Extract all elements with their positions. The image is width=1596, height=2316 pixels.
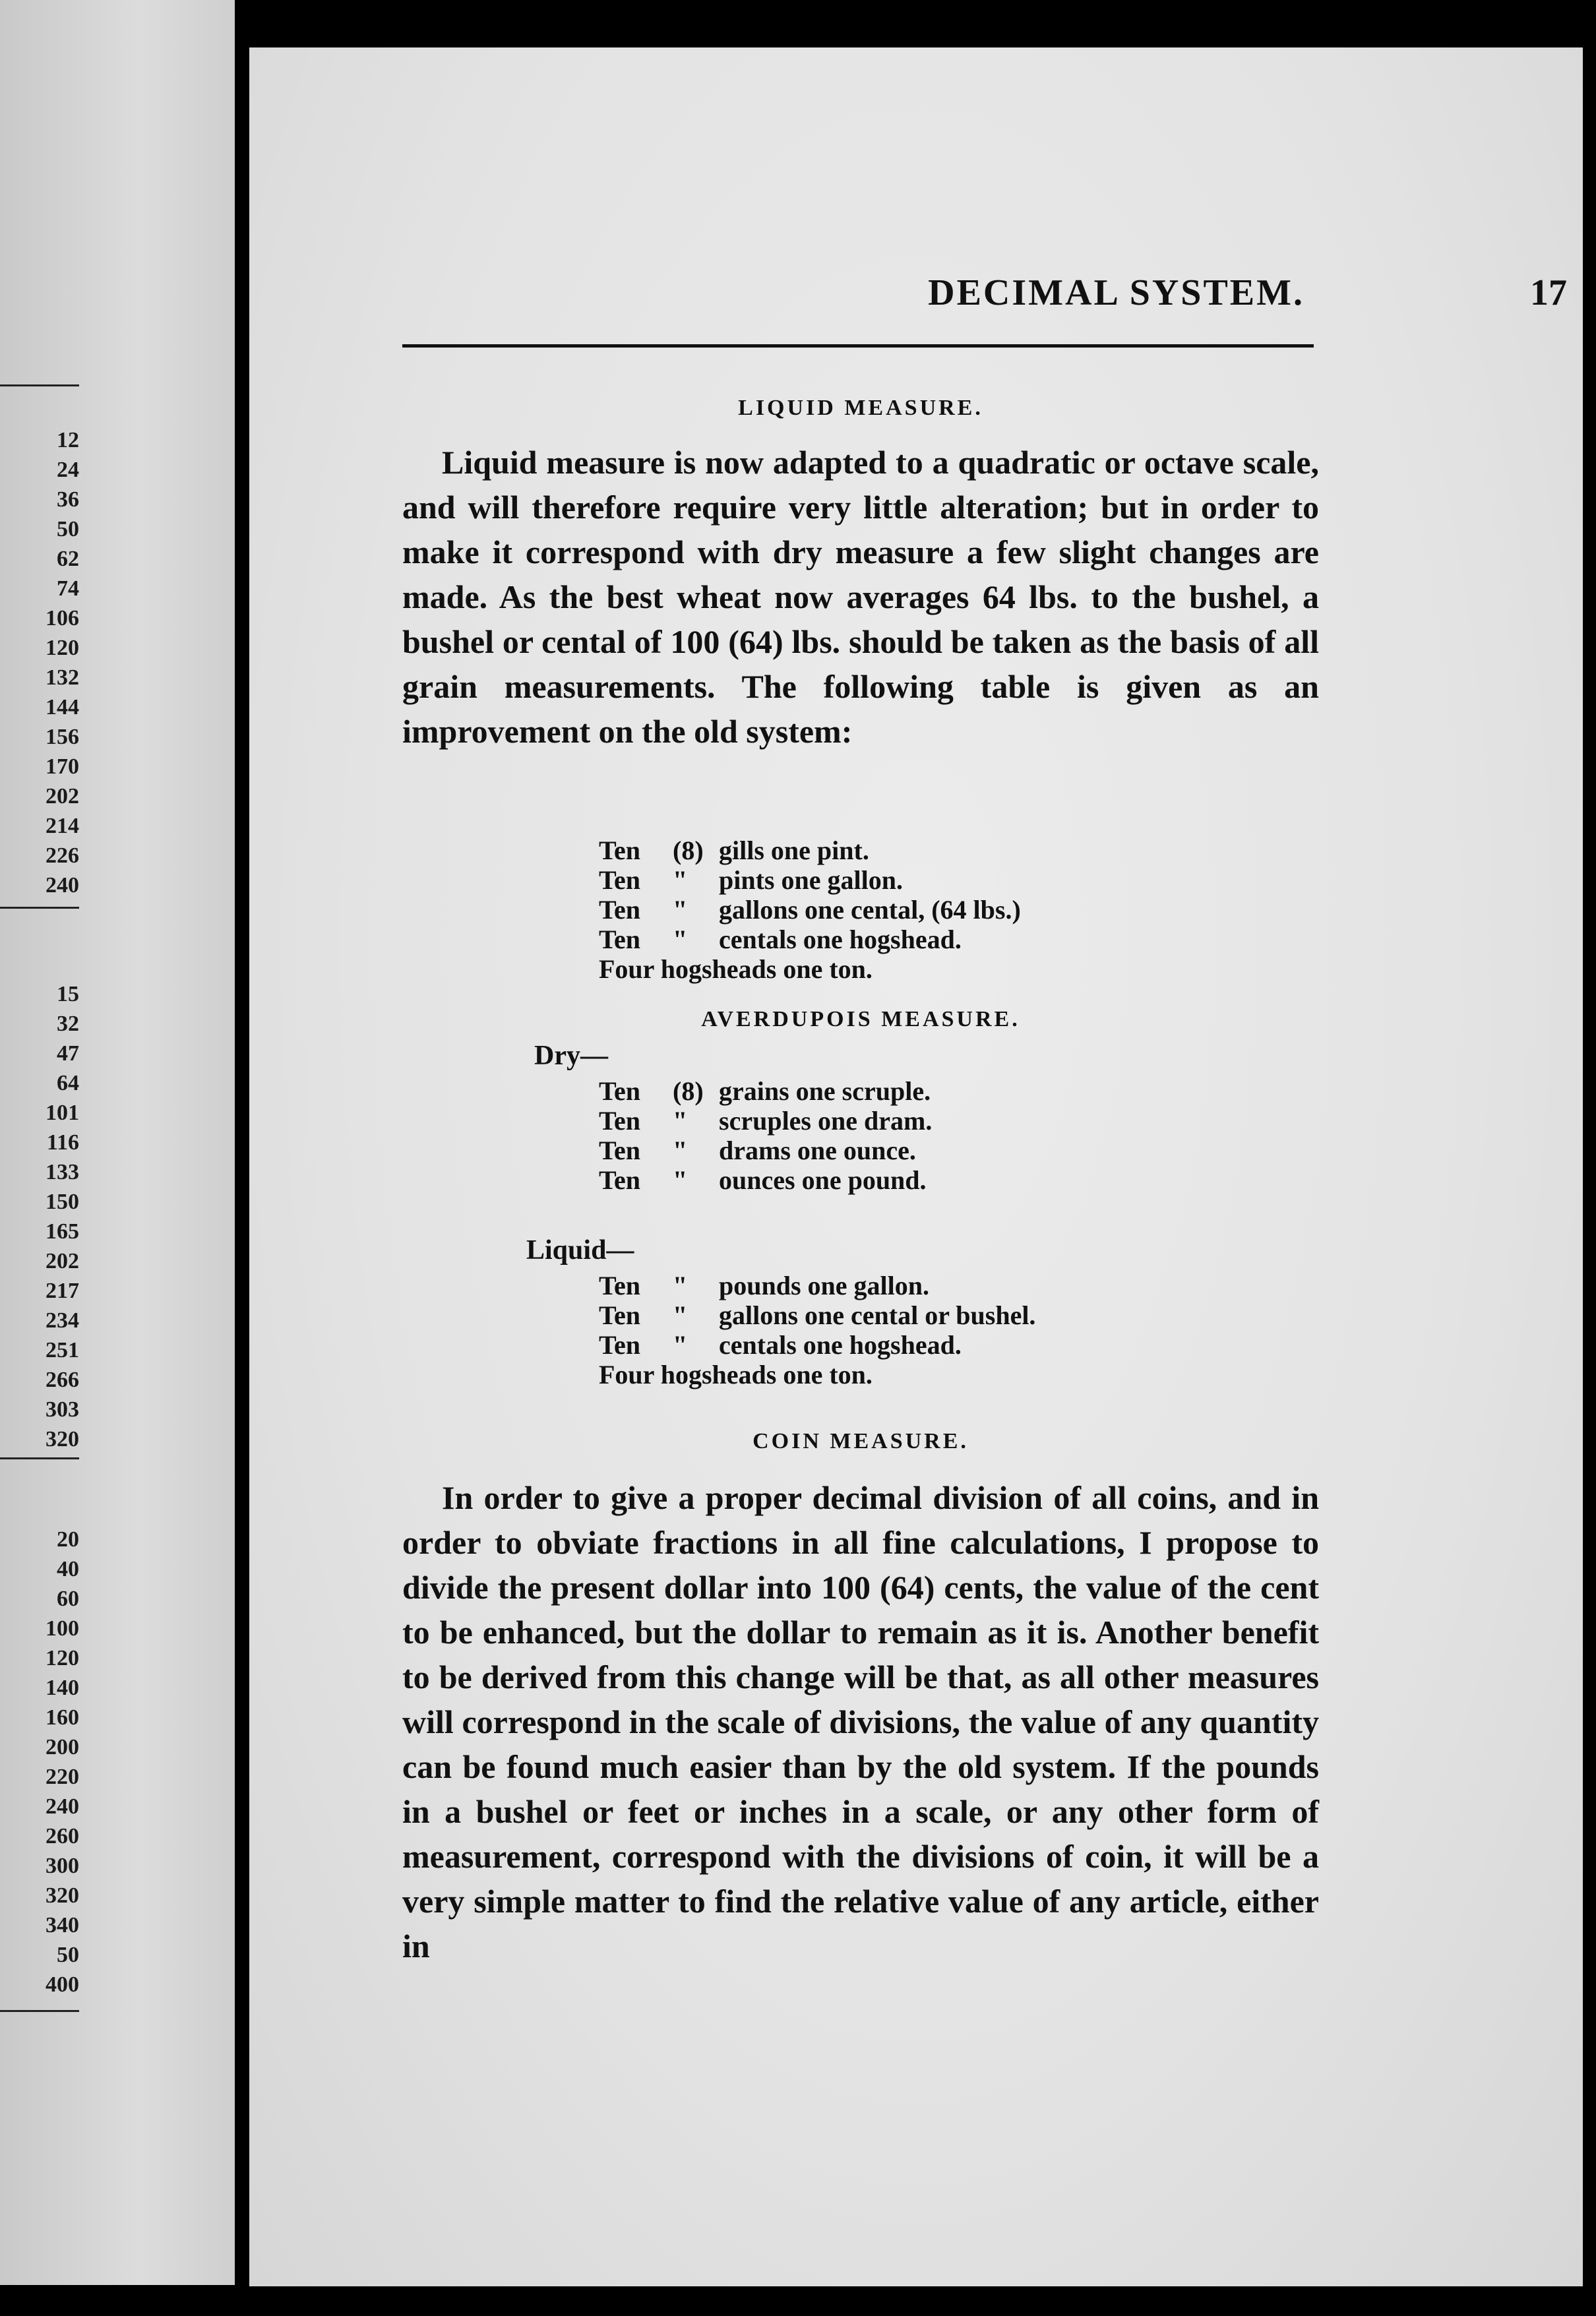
- table-cell-rest: drams one ounce.: [719, 1136, 916, 1165]
- number-column-group-1: [0, 425, 79, 900]
- liquid-averdupois-table: [599, 1271, 1035, 1360]
- left-number: 156: [46, 725, 79, 749]
- coin-measure-paragraph: [402, 1475, 1319, 1968]
- table-row: Four hogsheads one ton.: [599, 1360, 873, 1389]
- left-number: 234: [46, 1308, 79, 1333]
- liquid-last-row: [599, 954, 873, 984]
- table-cell-mark: ": [673, 1300, 688, 1330]
- left-number: 226: [46, 843, 79, 868]
- table-cell-rest: pints one gallon.: [719, 865, 903, 895]
- table-cell-ten: Ten: [599, 1076, 641, 1106]
- left-number: 266: [46, 1368, 79, 1392]
- table-cell-ten: Ten: [599, 1106, 641, 1136]
- left-number: 74: [57, 576, 79, 601]
- table-cell-ten: Ten: [599, 1136, 641, 1165]
- table-cell-ten: Ten: [599, 865, 641, 895]
- table-cell-rest: scruples one dram.: [719, 1106, 933, 1136]
- table-cell-rest: ounces one pound.: [719, 1165, 927, 1195]
- dry-measure-table: [599, 1076, 932, 1195]
- left-number: 300: [46, 1854, 79, 1878]
- left-number: 400: [46, 1972, 79, 1997]
- left-number: 202: [46, 1249, 79, 1273]
- book-page: [249, 47, 1583, 2286]
- table-cell-mark: ": [673, 1106, 688, 1136]
- table-cell-rest: grains one scruple.: [719, 1076, 931, 1106]
- left-number: 50: [57, 517, 79, 541]
- left-number: 106: [46, 606, 79, 630]
- left-number: 202: [46, 784, 79, 808]
- table-cell-mark: ": [673, 1165, 688, 1195]
- left-number: 36: [57, 487, 79, 512]
- left-number: 32: [57, 1012, 79, 1036]
- table-cell-ten: Ten: [599, 895, 641, 925]
- number-column-group-3: [0, 1525, 79, 1999]
- left-top-rule: [0, 384, 79, 386]
- left-number: 101: [46, 1101, 79, 1125]
- left-number: 50: [57, 1943, 79, 1967]
- left-rule-2: [0, 1457, 79, 1459]
- left-number: 20: [57, 1527, 79, 1552]
- left-number: 150: [46, 1190, 79, 1214]
- liquid-measure-heading: LIQUID MEASURE.: [738, 396, 983, 420]
- previous-page-strip: [0, 0, 235, 2285]
- table-row: [599, 1076, 932, 1106]
- table-cell-rest: centals one hogshead.: [719, 925, 962, 954]
- left-number: 220: [46, 1765, 79, 1789]
- left-number: 120: [46, 636, 79, 660]
- table-cell-mark: ": [673, 1330, 688, 1360]
- coin-measure-text: In order to give a proper decimal division of all coins, and in order to obviate fractions in all fine calculations, I propose to divide the present dollar into 100 (64) cents, the value of the cent to be enhanced, but the dollar to remain as it is. Another benefit to be derived from this change will be that, as all other measures will correspond in the scale of divisions, the value of any quantity can be found much easier than by the old system. If the pounds in a bushel or feet or inches in a scale, or any other form of measurement, correspond with the divisions of coin, it will be a very simple matter to find the relative value of any article, either in: [402, 1479, 1319, 1965]
- coin-measure-heading: COIN MEASURE.: [752, 1429, 969, 1453]
- left-number: 120: [46, 1646, 79, 1670]
- left-number: 62: [57, 547, 79, 571]
- table-row: [599, 1271, 1035, 1300]
- table-row: [599, 1330, 1035, 1360]
- table-cell-ten: Ten: [599, 925, 641, 954]
- running-header: [401, 272, 1568, 324]
- header-rule: [402, 344, 1314, 348]
- left-number: 64: [57, 1071, 79, 1095]
- table-cell-mark: (8): [673, 836, 704, 865]
- table-cell-mark: ": [673, 1271, 688, 1300]
- table-cell-ten: Ten: [599, 1165, 641, 1195]
- left-number: 303: [46, 1397, 79, 1422]
- bottom-edge: [249, 2286, 1596, 2316]
- left-number: 217: [46, 1279, 79, 1303]
- left-number: 320: [46, 1883, 79, 1908]
- left-number: 251: [46, 1338, 79, 1362]
- table-cell-ten: Ten: [599, 836, 641, 865]
- averdupois-measure-heading: AVERDUPOIS MEASURE.: [701, 1007, 1020, 1031]
- table-row: [599, 836, 1021, 865]
- left-number: 40: [57, 1557, 79, 1581]
- left-rule-3: [0, 2010, 79, 2012]
- table-row: [599, 895, 1021, 925]
- left-number: 240: [46, 1794, 79, 1819]
- left-number: 47: [57, 1041, 79, 1066]
- left-number: 24: [57, 458, 79, 482]
- table-cell-rest: gills one pint.: [719, 836, 869, 865]
- table-cell-mark: ": [673, 1136, 688, 1165]
- table-row: [599, 865, 1021, 895]
- table-cell-rest: pounds one gallon.: [719, 1271, 930, 1300]
- binding-gutter: [235, 0, 249, 2316]
- left-number: 144: [46, 695, 79, 719]
- liquid-measure-text: Liquid measure is now adapted to a quadratic or octave scale, and will therefore require very little alteration; but in order to make it correspond with dry measure a few slight changes are made. As the best wheat now averages 64 lbs. to the bushel, a bushel or cental of 100 (64) lbs. should be taken as the basis of all grain measurements. The following table is given as an improvement on the old system:: [402, 444, 1319, 750]
- table-cell-mark: ": [673, 895, 688, 925]
- number-column-group-2: [0, 979, 79, 1454]
- left-number: 340: [46, 1913, 79, 1937]
- left-number: 100: [46, 1616, 79, 1641]
- table-row: [599, 1106, 932, 1136]
- table-cell-ten: Ten: [599, 1330, 641, 1360]
- table-cell-mark: ": [673, 925, 688, 954]
- table-cell-mark: ": [673, 865, 688, 895]
- left-number: 170: [46, 754, 79, 779]
- page-number: 17: [1530, 272, 1567, 313]
- table-row: [599, 1300, 1035, 1330]
- left-number: 260: [46, 1824, 79, 1848]
- left-number: 165: [46, 1219, 79, 1244]
- table-cell-mark: (8): [673, 1076, 704, 1106]
- left-number: 15: [57, 982, 79, 1006]
- table-cell-rest: gallons one cental, (64 lbs.): [719, 895, 1021, 925]
- left-number: 133: [46, 1160, 79, 1184]
- table-cell-rest: centals one hogshead.: [719, 1330, 962, 1360]
- left-number: 12: [57, 428, 79, 452]
- left-number: 140: [46, 1676, 79, 1700]
- liquid-label: Liquid—: [526, 1235, 634, 1265]
- liquid-measure-table: [599, 836, 1021, 954]
- table-row: [599, 1165, 932, 1195]
- table-cell-ten: Ten: [599, 1300, 641, 1330]
- table-cell-ten: Ten: [599, 1271, 641, 1300]
- left-number: 240: [46, 873, 79, 898]
- averdupois-last-row: [599, 1360, 873, 1389]
- table-row: [599, 925, 1021, 954]
- running-title: DECIMAL SYSTEM.: [928, 272, 1304, 313]
- left-number: 160: [46, 1705, 79, 1730]
- table-row: Four hogsheads one ton.: [599, 954, 873, 984]
- left-number: 116: [46, 1130, 79, 1155]
- left-number: 200: [46, 1735, 79, 1759]
- left-rule-1: [0, 907, 79, 909]
- dry-label: Dry—: [534, 1041, 608, 1071]
- left-number: 214: [46, 814, 79, 838]
- left-number: 132: [46, 665, 79, 690]
- table-cell-rest: gallons one cental or bushel.: [719, 1300, 1036, 1330]
- left-number: 60: [57, 1587, 79, 1611]
- left-number: 320: [46, 1427, 79, 1451]
- table-row: [599, 1136, 932, 1165]
- liquid-measure-paragraph: [402, 440, 1319, 754]
